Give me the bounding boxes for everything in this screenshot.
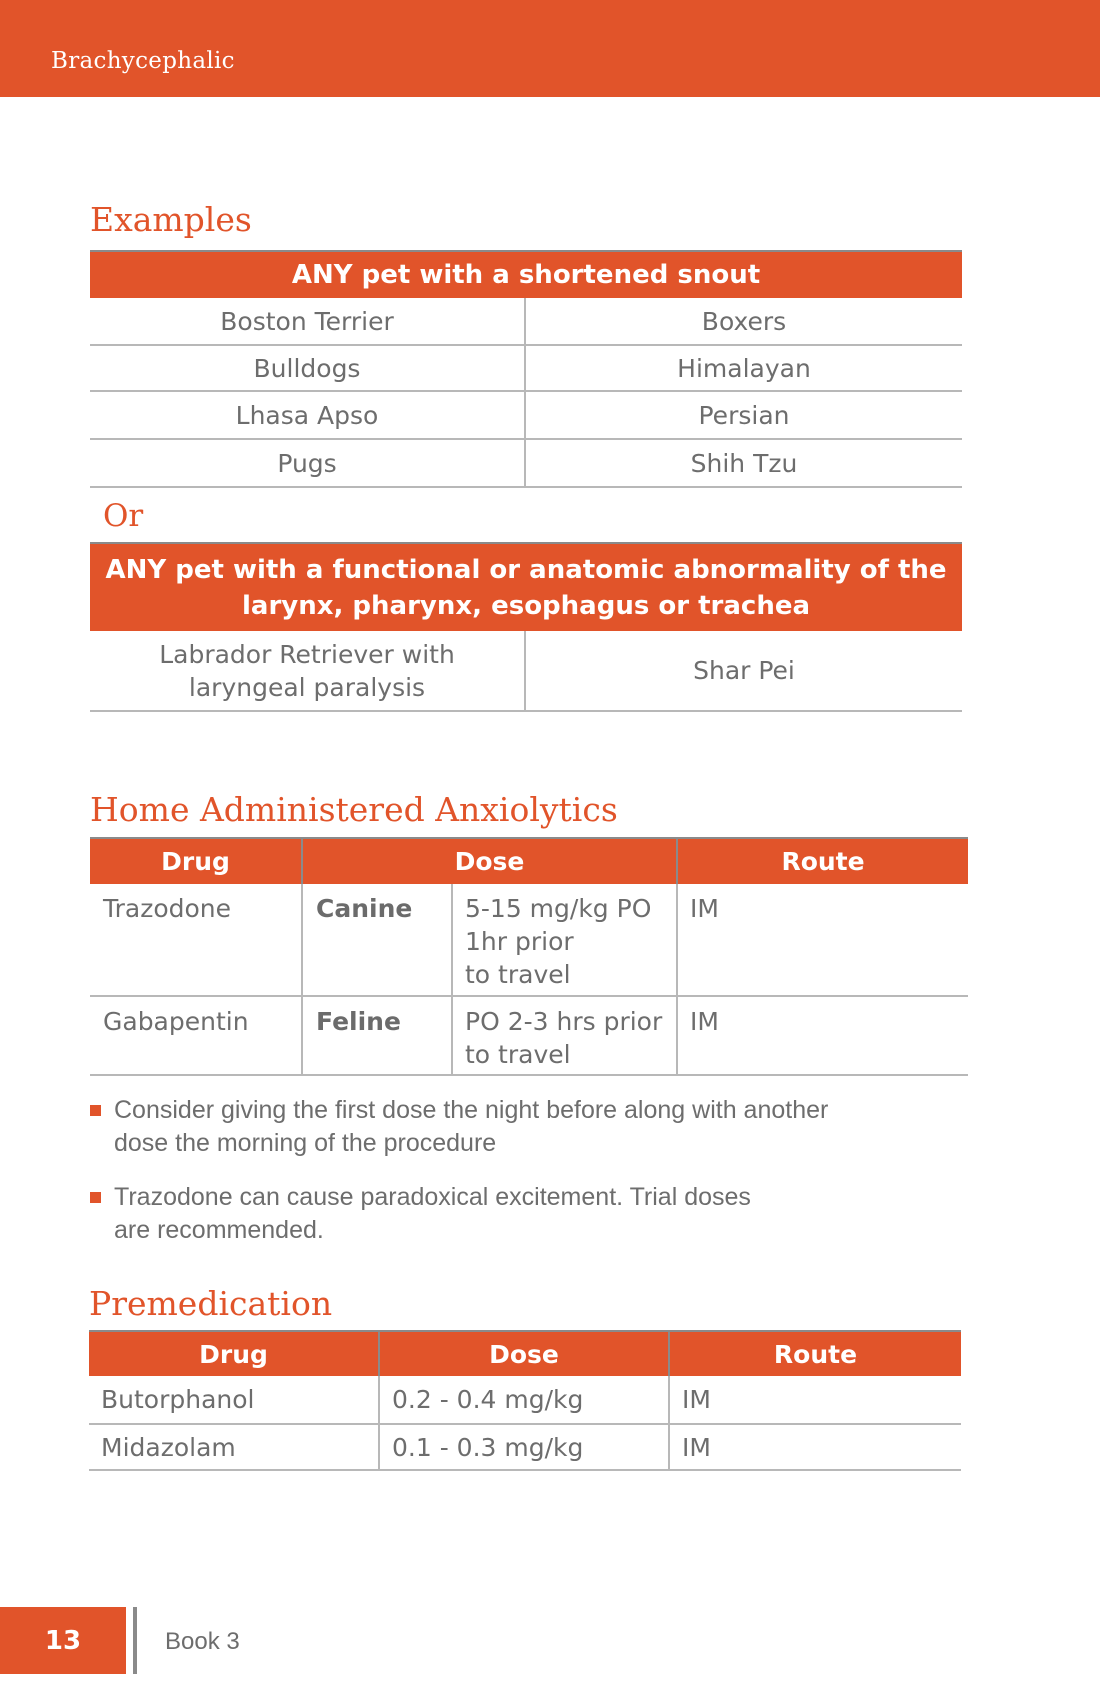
table-row <box>89 1424 961 1470</box>
table-row <box>90 391 962 439</box>
examples-table-title: ANY pet with a shortened snout <box>90 251 962 298</box>
bullet-icon <box>90 1105 101 1116</box>
dose-line: to travel <box>465 960 571 989</box>
examples-table <box>90 250 962 488</box>
table-row <box>89 1376 961 1424</box>
breed-cell: Lhasa Apso <box>90 391 525 439</box>
book-label: Book 3 <box>165 1628 240 1655</box>
note-line2: dose the morning of the procedure <box>114 1129 497 1157</box>
bullet-icon <box>90 1192 101 1203</box>
abnormality-title-line1: ANY pet with a functional or anatomic abnormality of the <box>105 554 947 585</box>
table-row <box>90 298 962 345</box>
list-item <box>90 1181 990 1247</box>
dose-line: PO 2-3 hrs prior <box>465 1007 663 1036</box>
breed-cell: Boxers <box>525 298 962 345</box>
dose-line: 5-15 mg/kg PO <box>465 894 652 923</box>
route-cell: IM <box>669 1376 961 1424</box>
header-title: Brachycephalic <box>51 48 235 74</box>
route-cell: IM <box>677 884 968 996</box>
breed-line2: laryngeal paralysis <box>188 672 426 702</box>
route-cell: IM <box>669 1424 961 1470</box>
dose-line: 1hr prior <box>465 927 574 956</box>
page-number: 13 <box>0 1607 126 1674</box>
note-line1: Trazodone can cause paradoxical excitement. Trial doses <box>114 1183 751 1211</box>
species-cell: Canine <box>302 884 452 996</box>
or-label: Or <box>103 498 144 534</box>
column-header-route: Route <box>669 1331 961 1376</box>
drug-cell: Trazodone <box>90 884 302 996</box>
drug-cell: Midazolam <box>89 1424 379 1470</box>
abnormality-table <box>90 542 962 712</box>
species-cell: Feline <box>302 996 452 1075</box>
list-item <box>90 1094 990 1160</box>
table-row <box>90 631 962 711</box>
anxiolytics-notes <box>90 1094 990 1268</box>
anxiolytics-table <box>90 837 968 1076</box>
dose-cell <box>452 996 677 1075</box>
examples-heading: Examples <box>90 200 252 239</box>
table-row <box>90 345 962 391</box>
drug-cell: Gabapentin <box>90 996 302 1075</box>
note-line1: Consider giving the first dose the night before along with another <box>114 1096 829 1124</box>
breed-cell: Bulldogs <box>90 345 525 391</box>
breed-cell <box>90 631 525 711</box>
breed-cell: Pugs <box>90 439 525 487</box>
column-header-dose: Dose <box>302 838 677 884</box>
column-header-dose: Dose <box>379 1331 669 1376</box>
premedication-table <box>89 1330 961 1471</box>
header-bar <box>0 0 1100 97</box>
table-row <box>90 884 968 996</box>
drug-cell: Butorphanol <box>89 1376 379 1424</box>
abnormality-title-line2: larynx, pharynx, esophagus or trachea <box>242 590 811 621</box>
dose-cell: 0.2 - 0.4 mg/kg <box>379 1376 669 1424</box>
breed-cell: Shih Tzu <box>525 439 962 487</box>
breed-cell: Shar Pei <box>525 631 962 711</box>
abnormality-table-title <box>90 543 962 631</box>
table-row <box>90 996 968 1075</box>
breed-cell: Boston Terrier <box>90 298 525 345</box>
premedication-heading: Premedication <box>89 1284 333 1323</box>
route-cell: IM <box>677 996 968 1075</box>
breed-line1: Labrador Retriever with <box>159 639 455 669</box>
column-header-drug: Drug <box>90 838 302 884</box>
dose-line: to travel <box>465 1040 571 1069</box>
breed-cell: Persian <box>525 391 962 439</box>
dose-cell: 0.1 - 0.3 mg/kg <box>379 1424 669 1470</box>
column-header-route: Route <box>677 838 968 884</box>
note-line2: are recommended. <box>114 1216 324 1244</box>
anxiolytics-heading: Home Administered Anxiolytics <box>90 790 618 829</box>
table-row <box>90 439 962 487</box>
dose-cell <box>452 884 677 996</box>
breed-cell: Himalayan <box>525 345 962 391</box>
column-header-drug: Drug <box>89 1331 379 1376</box>
footer-divider <box>133 1607 137 1674</box>
